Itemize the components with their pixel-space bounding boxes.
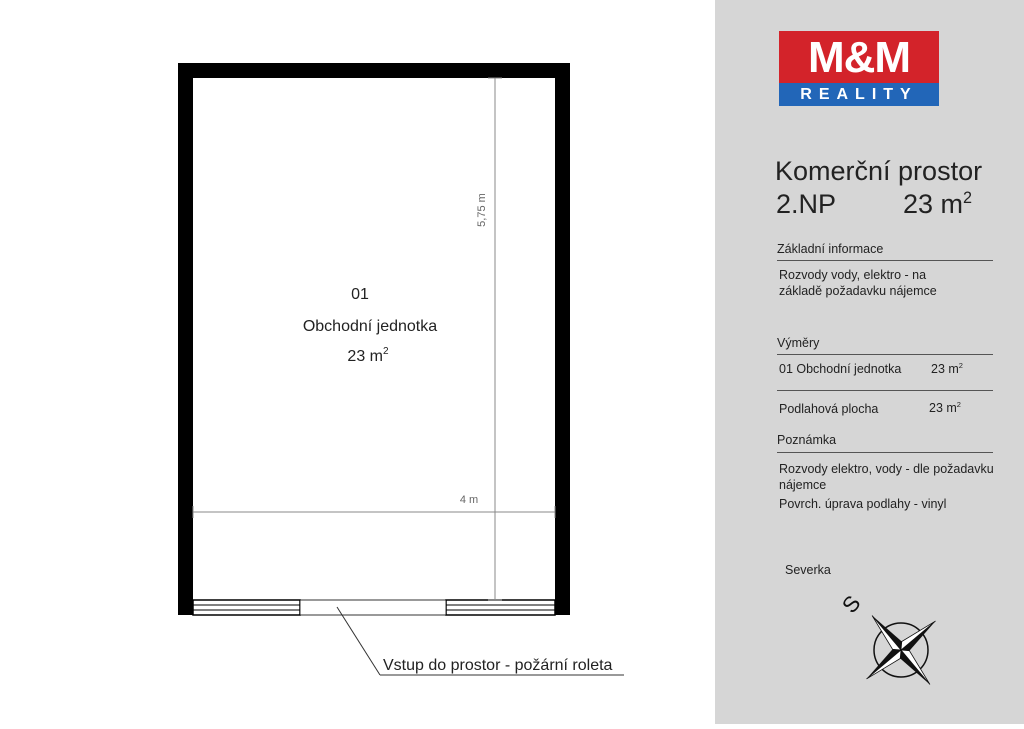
divider (777, 452, 993, 453)
compass-letter: S (836, 590, 866, 618)
measures-row1-sup: 2 (958, 360, 963, 370)
divider (777, 354, 993, 355)
area-value: 23 m (903, 189, 964, 219)
divider (777, 260, 993, 261)
floor-label: 2.NP (776, 189, 837, 219)
window-right (446, 600, 555, 615)
property-title: Komerční prostor (775, 156, 983, 186)
logo-top: M&M (779, 31, 939, 83)
info-panel (715, 0, 1024, 724)
logo-bottom: REALITY (779, 83, 939, 106)
wall-top (178, 63, 570, 78)
note-heading: Poznámka (777, 433, 837, 447)
window-left (193, 600, 300, 615)
measures-heading: Výměry (777, 336, 820, 350)
measures-row2-sup: 2 (956, 399, 961, 409)
note-line3: Povrch. úprava podlahy - vinyl (779, 497, 947, 511)
area-unit-sup: 2 (963, 189, 973, 207)
wall-left (178, 63, 193, 615)
mm-reality-logo (779, 31, 939, 106)
note-line2: nájemce (779, 478, 827, 492)
room-name: Obchodní jednotka (302, 318, 438, 335)
measures-row1-value (931, 361, 963, 377)
room-number: 01 (351, 286, 369, 303)
entrance-opening (300, 600, 446, 615)
dimension-height-label: 5,75 m (476, 193, 488, 227)
entrance-leader (337, 607, 380, 675)
basic-info-line2: základě požadavku nájemce (779, 284, 937, 298)
basic-info-heading: Základní informace (777, 242, 884, 256)
dimension-width-label: 4 m (459, 494, 479, 506)
measures-row1-label: 01 Obchodní jednotka (779, 362, 902, 376)
basic-info-line1: Rozvody vody, elektro - na (779, 268, 927, 282)
entrance-label: Vstup do prostor - požární roleta (383, 657, 613, 674)
measures-row2-number: 23 m (929, 401, 957, 415)
wall-right (555, 63, 570, 615)
measures-row1-number: 23 m (931, 362, 959, 376)
measures-row2-value (929, 400, 961, 416)
room-area: 23 $m^2$ (347, 346, 389, 365)
area-label (903, 189, 972, 220)
compass-label: Severka (785, 563, 831, 577)
measures-row2-label: Podlahová plocha (779, 402, 879, 416)
note-line1: Rozvody elektro, vody - dle požadavku (779, 462, 994, 476)
compass-rose-icon (835, 585, 945, 695)
divider (777, 390, 993, 391)
